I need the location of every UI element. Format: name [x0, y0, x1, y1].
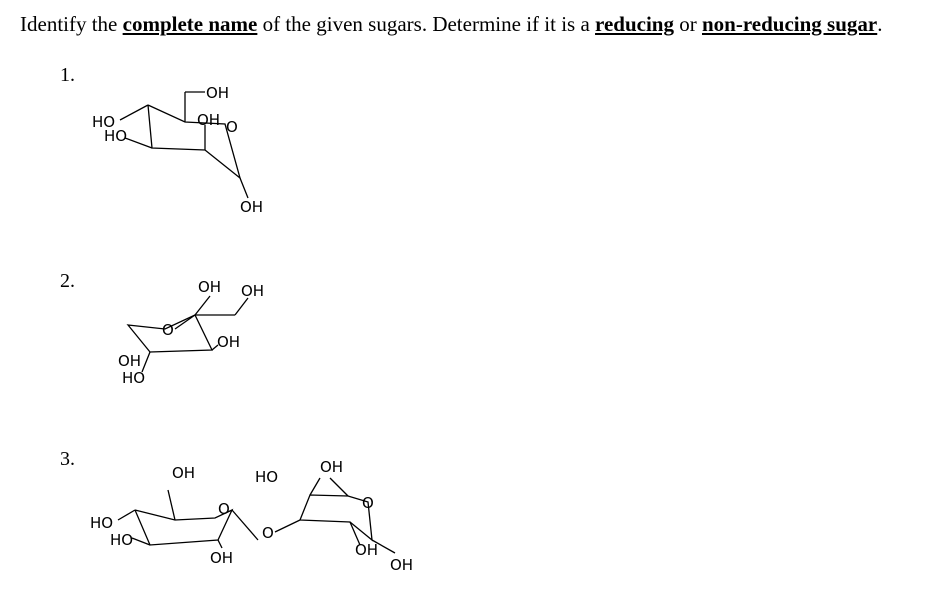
s3-bond-oh-down-left [218, 540, 222, 548]
s3-oh-anomeric: OH [390, 556, 414, 574]
s3-bond-ho1 [118, 510, 135, 520]
s3-link-o: O [262, 524, 274, 542]
s2-oh-1: OH [198, 278, 222, 296]
instruction-text-3: or [674, 12, 702, 36]
s3-ho-1: HO [90, 514, 114, 532]
structure-2 [118, 278, 264, 387]
s1-bond-ho2 [125, 138, 152, 148]
s3-oh-top-right: OH [320, 458, 344, 476]
emphasis-non-reducing-sugar: non-reducing sugar [702, 12, 878, 36]
s2-ring-o: O [162, 321, 174, 339]
s1-bond-c1-oh [240, 178, 248, 198]
instruction-text-4: . [877, 12, 883, 36]
s1-oh-top: OH [206, 84, 230, 102]
instruction-text-1: Identify the [20, 12, 123, 36]
structure-3 [90, 458, 413, 574]
s2-oh-4: OH [118, 352, 142, 370]
item-number-3: 3. [60, 448, 75, 470]
s2-ho: HO [122, 369, 146, 387]
s2-bond-o-c [175, 315, 195, 329]
s3-ho-top-mid: HO [255, 468, 279, 486]
s3-bond-link-2 [275, 520, 300, 532]
s1-oh-mid: OH [197, 111, 221, 129]
s3-oh-bottom-left: OH [210, 549, 234, 567]
structure-1 [92, 84, 263, 216]
s3-bond-ch2oh-right [310, 478, 320, 495]
s2-bond-ch2-oh [235, 298, 248, 315]
s3-oh-top-left: OH [172, 464, 196, 482]
s2-oh-2: OH [241, 282, 265, 300]
s3-ring-o-left: O [218, 500, 230, 518]
s1-ring-bonds [148, 105, 240, 178]
s1-oh-bottom: OH [240, 198, 264, 216]
instruction-text-2: of the given sugars. Determine if it is a [257, 12, 596, 36]
s3-ho-2: HO [110, 531, 134, 549]
s1-ho-1: HO [92, 113, 116, 131]
emphasis-complete-name: complete name [122, 12, 258, 36]
s3-ring-o-right: O [362, 494, 374, 512]
s3-bond-link-1 [232, 510, 258, 540]
s1-bond-ho1 [120, 105, 148, 120]
emphasis-reducing: reducing [595, 12, 674, 36]
item-number-1: 1. [60, 64, 75, 86]
s2-bond-c-oh-up [195, 296, 210, 315]
s2-oh-3: OH [217, 333, 241, 351]
s1-ho-2: HO [104, 127, 128, 145]
s3-oh-bottom-right: OH [355, 541, 379, 559]
s3-bond-ch2oh-left [168, 490, 175, 520]
s1-ring-o: O [226, 118, 238, 136]
item-number-2: 2. [60, 270, 75, 292]
s3-bond-ch2-right [330, 478, 348, 496]
